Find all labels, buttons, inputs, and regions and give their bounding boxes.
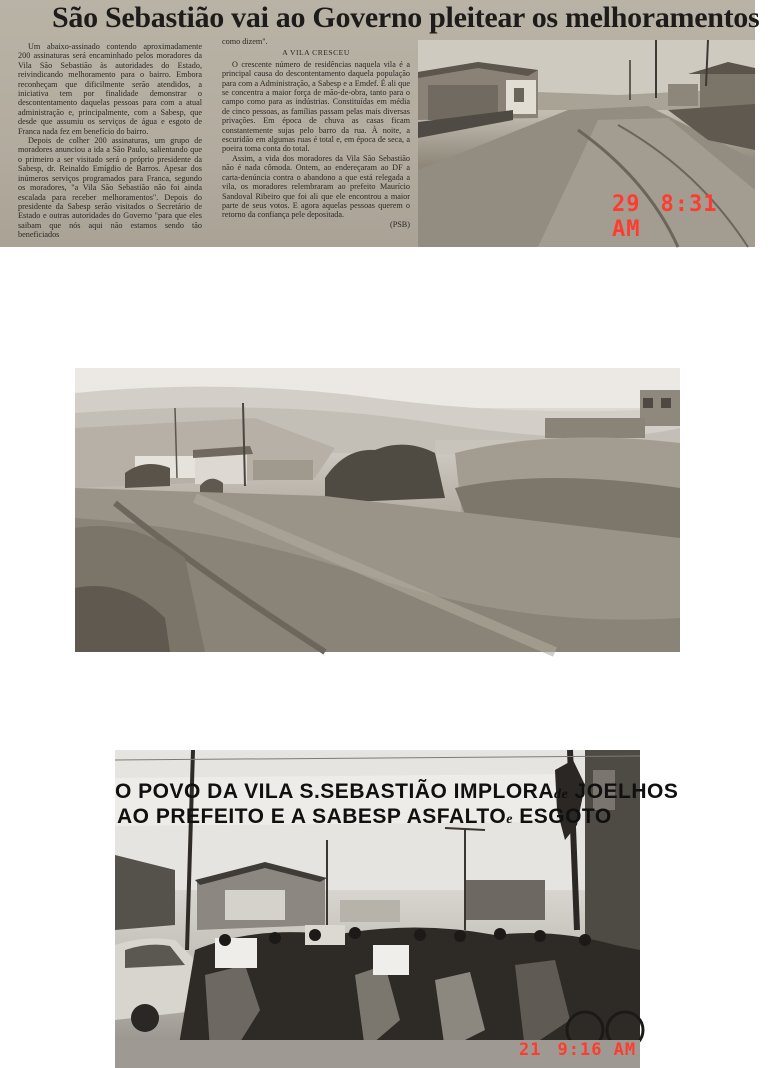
banner-line-2 <box>117 805 612 829</box>
banner-line-1 <box>115 780 678 804</box>
banner-line-1-end: JOELHOS <box>568 780 679 803</box>
article-paragraph: O crescente número de residências naquela vila é a principal causa do descontentamento daquela população para com a Administração, a Sabesp e a Emdef. É ali que se concentra a maior força de mão-de-obra, tanto para o campo como para as indústrias. Constituídas em média de cinco pessoas, as famílias passam pelas mais diversas privações. Em época de chuva as casas ficam constantemente sujas pelo barro da rua. À noite, a escuridão em algumas ruas é total e, em época de seca, a poeira toma conta do total. <box>222 59 410 154</box>
banner-line-2-end: ESGOTO <box>512 805 612 828</box>
banner-line-1-de: de <box>553 787 569 802</box>
field-photo-drawing <box>75 368 680 652</box>
article-column-2 <box>222 37 410 229</box>
article-paragraph-lead: como dizem". <box>222 37 268 46</box>
date-stamp-day: 29 <box>612 192 641 217</box>
date-stamp-time: 8:31 AM <box>612 192 718 242</box>
field-photo <box>75 368 680 652</box>
protest-photo <box>115 750 679 1068</box>
date-stamp-day: 21 <box>519 1040 542 1060</box>
banner-line-2-main: AO PREFEITO E A SABESP ASFALTO <box>117 805 507 828</box>
photo-date-stamp <box>612 192 755 242</box>
newspaper-clipping <box>0 0 760 247</box>
protest-photo-date-stamp <box>519 1040 636 1060</box>
article-column-1 <box>18 42 202 240</box>
article-paragraph: Um abaixo-assinado contendo aproximadamente 200 assinaturas será encaminhado pelos moradores da Vila São Sebastião às autoridades do Estado, reivindicando melhoramento para o bairro. Embora reconheçam que dificilmente serão atendidos, a iniciativa tem por finalidade demonstrar o descontentamento daquelas pessoas para com a atual administração e, principalmente, com a Sabesp, que desde que assumiu os serviços de água e esgoto de Franca nada fez em benefício do bairro. <box>18 42 202 136</box>
headline: São Sebastião vai ao Governo pleitear os melhoramentos <box>52 1 760 34</box>
banner-line-2-e: e <box>506 812 513 827</box>
date-stamp-time: 9:16 AM <box>557 1040 637 1060</box>
banner-line-1-main: O POVO DA VILA S.SEBASTIÃO IMPLORA <box>115 780 554 803</box>
article-paragraph: Assim, a vida dos moradores da Vila São Sebastião não é nada cômoda. Ontem, ao endereçaram ao DF a carta-denúncia contra o abandono a que está relegada a vila, os moradores relembraram ao prefeito Maurício Sandoval Ribeiro que foi ali que ele encontrou a maior parte de seus votos. E agora aquelas pessoas querem o retorno da confiança pele depositada. <box>222 153 410 220</box>
article-byline: (PSB) <box>389 219 410 229</box>
article-subhead: A VILA CRESCEU <box>282 48 350 58</box>
street-photo <box>418 40 755 247</box>
article-paragraph: Depois de colher 200 assinaturas, um grupo de moradores anunciou a ida a São Paulo, salientando que o primeiro a ser visitado será o próprio presidente da Sabesp, dr. Reinaldo Emígdio de Barros. Apesar dos inúmeros serviços programados para Franca, segundo os moradores, "a Vila São Sebastião não foi ainda escalada para receber melhoramentos". Depois do presidente da Sabesp serão visitados o Secretário de Estado e outras autoridades do Governo "para que eles saibam que nós aqui não estamos sendo tão beneficiados <box>18 136 202 240</box>
